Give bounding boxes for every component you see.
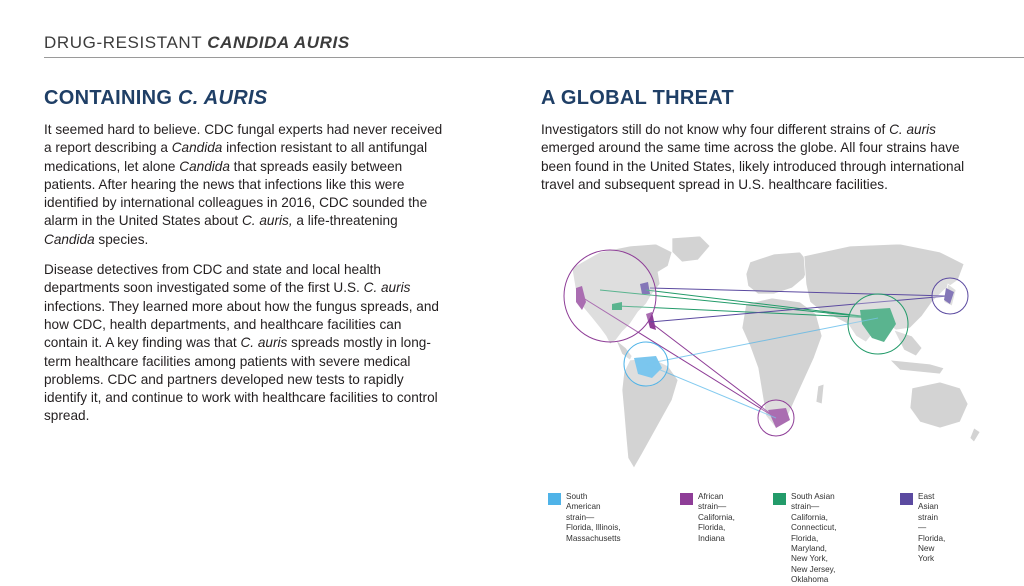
indonesia (890, 360, 944, 374)
new-zealand (970, 428, 980, 442)
header-rule (44, 57, 1024, 58)
us-circle (564, 250, 656, 342)
legend-swatch-african (680, 493, 693, 505)
right-column (541, 121, 971, 206)
right-paragraph-1: Investigators still do not know why four different strains of C. auris emerged around the same time across the globe. All four strains have been found in the United States, likely introduced through international travel and subsequent spread in U.S. healthcare facilities. (541, 122, 965, 192)
legend-swatch-east-asian (900, 493, 913, 505)
greenland (672, 236, 710, 262)
left-title-plain: CONTAINING (44, 87, 179, 109)
legend-swatch-south-asian (773, 493, 786, 505)
left-paragraph-1: It seemed hard to believe. CDC fungal experts had never received a report describing a Candida infection resistant to all antifungal medications, let alone Candida that spreads easily between patients. After hearing the news that infections like this were identified by international colleagues in 2016, CDC sounded the alarm in the United States about C. auris, a life-threatening Candida species. (44, 122, 443, 247)
legend-swatch-south-american (548, 493, 561, 505)
document-header (44, 33, 350, 53)
left-paragraph-2: Disease detectives from CDC and state and local health departments soon investigated some of the first U.S. C. auris infections. They learned more about how the fungus spreads, and how CDC, health departments, and healthcare facilities can contain it. A key finding was that C. auris spreads mostly in long-term healthcare facilities among patients with severe medical problems. CDC and partners developed new tests to rapidly identify it, and continue to work with healthcare facilities to control spread. (44, 262, 439, 424)
world-strain-map (560, 232, 990, 478)
japan-circle (932, 278, 968, 314)
left-title-italic: C. AURIS (178, 87, 268, 109)
europe (746, 252, 810, 294)
left-column (44, 121, 444, 438)
india-circle (848, 294, 908, 354)
left-section-title (44, 87, 268, 110)
south-america-circle (624, 342, 668, 386)
africa-circle (758, 400, 794, 436)
header-prefix: DRUG-RESISTANT (44, 33, 208, 52)
right-section-title: A GLOBAL THREAT (541, 87, 735, 109)
madagascar (816, 384, 824, 404)
header-strong: CANDIDA AURIS (207, 33, 350, 52)
australia (910, 382, 968, 428)
